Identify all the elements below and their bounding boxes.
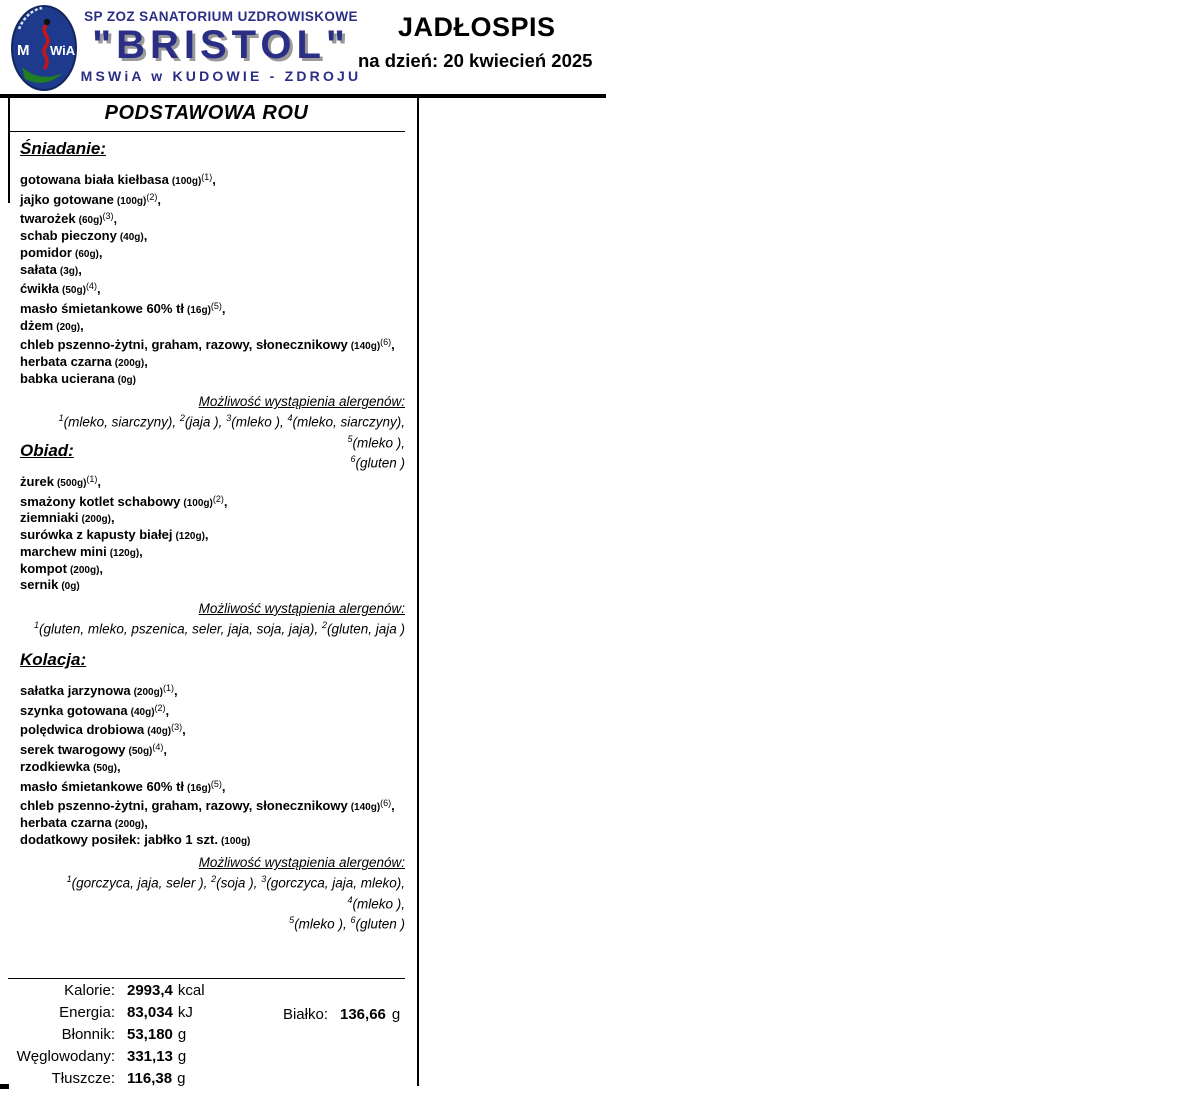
allergen-ref-number: 2: [179, 413, 185, 424]
allergen-ref-number: 1: [34, 619, 40, 630]
nutrition-value: 116,38: [127, 1070, 173, 1087]
menu-item-portion: (200g): [81, 514, 111, 526]
menu-item-name: ćwikła: [20, 281, 60, 297]
allergen-names: (gluten ): [355, 455, 405, 471]
header-divider-rule: [0, 94, 606, 98]
menu-item-name: polędwica drobiowa: [20, 722, 145, 738]
nutrition-value: 53,180: [127, 1026, 173, 1043]
menu-item-name: jajko gotowane: [20, 191, 114, 207]
menu-item: [20, 740, 405, 760]
menu-item-allergen-ref: (2): [146, 191, 158, 202]
nutrition-value: 83,034: [127, 1004, 173, 1021]
nutrition-row: [8, 1026, 405, 1048]
nutrition-rows: [8, 982, 405, 1092]
allergen-line: [20, 912, 405, 933]
nutrition-unit: g: [177, 1048, 187, 1065]
menu-item-portion: (60g): [78, 215, 103, 227]
menu-item-name: kompot: [20, 560, 67, 576]
menu-item-separator: ,: [110, 510, 115, 526]
menu-item-portion: (200g): [114, 358, 145, 370]
logo-text-right: WiA: [50, 43, 76, 58]
menu-item: [20, 528, 405, 545]
menu-item-name: żurek: [20, 474, 54, 489]
menu-item-allergen-ref: (6): [380, 798, 392, 809]
menu-item: [20, 355, 405, 372]
menu-item-portion: (0g): [117, 374, 136, 386]
nutrition-unit: g: [177, 1026, 187, 1043]
allergen-line: [20, 617, 405, 638]
allergen-names: (mleko ),: [231, 414, 288, 430]
menu-item-separator: ,: [204, 527, 209, 543]
organization-location-line: MSWiA w KUDOWIE - ZDROJU: [80, 68, 362, 85]
organization-name-line: SP ZOZ SANATORIUM UZDROWISKOWE: [84, 9, 358, 24]
nutrition-row: [8, 982, 405, 1004]
menu-item-separator: ,: [113, 211, 118, 227]
allergen-ref-number: 4: [287, 413, 293, 424]
column-divider-rule: [417, 98, 419, 1086]
menu-date: na dzień: 20 kwiecień 2025: [358, 50, 593, 71]
menu-item-name: herbata czarna: [20, 354, 112, 370]
menu-item-name: chleb pszenno-żytni, graham, razowy, słonecznikowy: [20, 337, 348, 353]
menu-item-separator: ,: [163, 742, 168, 758]
menu-item: [20, 833, 405, 850]
menu-item-separator: ,: [99, 560, 104, 576]
menu-item-name: sernik: [20, 577, 59, 593]
menu-item-portion: (50g): [128, 746, 153, 758]
nutrition-label: Tłuszcze:: [51, 1070, 115, 1087]
allergen-names: (mleko, siarczyny),: [63, 414, 180, 430]
diet-title-underline-rule: [8, 131, 405, 132]
meal-section-title: Śniadanie:: [20, 139, 106, 158]
menu-item-name: masło śmietankowe 60% tł: [20, 778, 185, 794]
menu-item-portion: (16g): [187, 782, 211, 794]
menu-item: [20, 681, 405, 701]
menu-item-portion: (100g): [183, 497, 213, 509]
allergen-names: (gluten, jaja ): [326, 621, 405, 637]
menu-item-separator: ,: [174, 683, 178, 698]
allergen-names: (mleko ),: [294, 916, 351, 932]
allergen-names: (gluten, mleko, pszenica, seler, jaja, soja, jaja),: [39, 621, 322, 637]
menu-item-portion: (120g): [175, 531, 205, 543]
menu-item: [20, 472, 405, 492]
allergen-ref-number: 6: [350, 915, 356, 926]
menu-item-portion: (500g): [56, 478, 87, 489]
menu-item: [20, 760, 405, 777]
menu-item: [20, 796, 405, 816]
nutrition-summary: [8, 982, 405, 1092]
allergen-names: (jaja ),: [184, 414, 227, 430]
meal-section-title: Obiad:: [20, 441, 74, 460]
menu-item: [20, 720, 405, 740]
menu-item-name: surówka z kapusty białej: [20, 527, 173, 543]
menu-item: [20, 492, 405, 512]
allergen-ref-number: 2: [321, 619, 327, 630]
menu-item-name: sałatka jarzynowa: [20, 683, 131, 698]
allergen-names: (gluten ): [355, 916, 405, 932]
nutrition-unit: kJ: [177, 1004, 193, 1021]
nutrition-label: Węglowodany:: [16, 1048, 115, 1065]
menu-item-name: dżem: [20, 317, 54, 333]
menu-item-portion: (200g): [69, 564, 100, 576]
menu-item-portion: (40g): [130, 706, 155, 718]
menu-item-allergen-ref: (1): [163, 683, 175, 693]
menu-item: [20, 335, 405, 355]
nutrition-label: Białko:: [282, 1006, 328, 1023]
allergen-names: (mleko, siarczyny),: [292, 414, 405, 430]
menu-item-separator: ,: [98, 244, 103, 260]
menu-item-name: ziemniaki: [20, 510, 79, 526]
menu-item-separator: ,: [144, 814, 148, 830]
menu-item-separator: ,: [97, 474, 102, 489]
menu-item-portion: (20g): [56, 321, 81, 333]
menu-item-separator: ,: [157, 191, 161, 207]
menu-item: [20, 701, 405, 721]
allergen-ref-number: 2: [211, 874, 217, 885]
menu-item-separator: ,: [221, 778, 226, 794]
menu-item-allergen-ref: (5): [210, 778, 222, 789]
allergen-ref-number: 3: [226, 413, 232, 424]
meal-section: [20, 441, 405, 637]
menu-item-allergen-ref: (4): [85, 281, 97, 292]
menu-item-portion: (50g): [62, 285, 86, 297]
allergen-ref-number: 3: [261, 874, 267, 885]
menu-item-name: chleb pszenno-żytni, graham, razowy, słonecznikowy: [20, 798, 348, 814]
menu-item-name: marchew mini: [20, 543, 107, 559]
meal-section: [20, 650, 405, 933]
menu-item-allergen-ref: (1): [201, 172, 213, 182]
allergen-block: [20, 855, 405, 933]
menu-item-portion: (0g): [61, 581, 80, 593]
nutrition-row: [8, 1048, 405, 1070]
menu-item-portion: (16g): [187, 304, 211, 316]
allergen-heading: Możliwość wystąpienia alergenów:: [198, 600, 405, 616]
menu-item-portion: (3g): [59, 265, 79, 277]
menu-item-portion: (140g): [350, 802, 381, 814]
bristol-logo: [10, 3, 78, 91]
logo-staff-head: [44, 19, 50, 25]
allergen-ref-number: 1: [58, 413, 64, 424]
menu-item-separator: ,: [391, 798, 395, 814]
menu-item-name: smażony kotlet schabowy: [20, 493, 181, 509]
nutrition-unit: g: [391, 1006, 401, 1023]
menu-item-allergen-ref: (5): [210, 300, 222, 311]
nutrition-label: Błonnik:: [61, 1026, 115, 1043]
logo-text-left: M: [17, 42, 30, 59]
menu-item: [20, 246, 405, 263]
allergen-names: (mleko ),: [352, 435, 405, 451]
menu-item-name: schab pieczony: [20, 228, 117, 244]
allergen-heading: Możliwość wystąpienia alergenów:: [198, 855, 405, 871]
menu-item: [20, 562, 405, 579]
meal-section-title: Kolacja:: [20, 650, 87, 669]
allergen-names: (soja ),: [216, 875, 262, 891]
nutrition-label: Kalorie:: [64, 982, 115, 999]
nutrition-value: 136,66: [340, 1006, 386, 1023]
menu-item-portion: (200g): [114, 818, 145, 830]
allergen-block: [20, 601, 405, 638]
allergen-ref-number: 1: [66, 874, 72, 885]
nutrition-unit: g: [177, 1070, 186, 1087]
menu-item-separator: ,: [117, 758, 121, 774]
menu-item-portion: (120g): [109, 547, 140, 559]
menu-item: [20, 299, 405, 319]
menu-item-allergen-ref: (4): [152, 742, 164, 753]
menu-item-allergen-ref: (6): [380, 337, 392, 348]
menu-item-allergen-ref: (3): [171, 722, 183, 733]
nutrition-divider-rule: [8, 978, 405, 979]
allergen-names: (mleko ),: [352, 896, 405, 912]
menu-item: [20, 777, 405, 797]
menu-item-name: dodatkowy posiłek: jabłko 1 szt.: [20, 831, 218, 847]
allergen-ref-number: 5: [347, 433, 353, 444]
menu-item: [20, 319, 405, 336]
allergen-line: [20, 871, 405, 912]
menu-item-name: pomidor: [20, 244, 72, 260]
menu-item-name: babka ucierana: [20, 370, 115, 386]
nutrition-label: Energia:: [59, 1004, 115, 1021]
menu-item: [20, 263, 405, 280]
menu-item-portion: (40g): [119, 232, 144, 244]
menu-item-portion: (100g): [220, 835, 251, 847]
menu-item: [20, 190, 405, 210]
protein-row: [273, 1006, 400, 1023]
menu-item: [20, 578, 405, 595]
allergen-heading: Możliwość wystąpienia alergenów:: [198, 394, 405, 410]
document-title: JADŁOSPIS: [398, 12, 556, 42]
menu-item-allergen-ref: (1): [86, 474, 98, 484]
menu-item-separator: ,: [391, 337, 395, 353]
menu-item-separator: ,: [78, 261, 82, 277]
menu-item-name: masło śmietankowe 60% tł: [20, 300, 185, 316]
menu-item-separator: ,: [212, 172, 216, 187]
menu-item-allergen-ref: (2): [154, 702, 166, 713]
menu-item-separator: ,: [144, 354, 148, 370]
menu-item-separator: ,: [221, 300, 226, 316]
menu-item-portion: (100g): [171, 176, 202, 187]
allergen-ref-number: 5: [289, 915, 295, 926]
allergen-ref-number: 6: [350, 454, 356, 465]
menu-item: [20, 545, 405, 562]
menu-item-separator: ,: [80, 317, 84, 333]
menu-item-name: gotowana biała kiełbasa: [20, 172, 169, 187]
nutrition-unit: kcal: [177, 982, 205, 999]
bristol-wordmark: "BRISTOL": [92, 23, 350, 67]
meal-section: [20, 139, 405, 472]
menu-item: [20, 816, 405, 833]
menu-item: [20, 511, 405, 528]
organization-block: [78, 9, 364, 84]
menu-item: [20, 279, 405, 299]
menu-item-separator: ,: [165, 702, 170, 718]
menu-item-name: twarożek: [20, 211, 76, 227]
nutrition-row: [8, 1070, 405, 1092]
menu-item-portion: (140g): [350, 341, 381, 353]
nutrition-value: 2993,4: [127, 982, 173, 999]
diet-type-title: PODSTAWOWA ROU: [104, 102, 309, 124]
menu-item-portion: (100g): [116, 195, 147, 207]
menu-item-separator: ,: [223, 493, 228, 509]
menu-item: [20, 209, 405, 229]
menu-item-allergen-ref: (2): [212, 493, 224, 504]
menu-item-portion: (200g): [133, 687, 164, 698]
menu-item-separator: ,: [182, 722, 186, 738]
allergen-ref-number: 4: [347, 894, 353, 905]
menu-item-name: sałata: [20, 261, 57, 277]
menu-item: [20, 372, 405, 389]
allergen-names: (gorczyca, jaja, mleko),: [266, 875, 405, 891]
menu-item-name: szynka gotowana: [20, 702, 128, 718]
nutrition-value: 331,13: [127, 1048, 173, 1065]
allergen-names: (gorczyca, jaja, seler ),: [71, 875, 212, 891]
menu-item: [20, 229, 405, 246]
menu-item: [20, 170, 405, 190]
menu-item-name: rzodkiewka: [20, 758, 91, 774]
menu-item-separator: ,: [139, 543, 143, 559]
menu-item-portion: (40g): [147, 726, 172, 738]
menu-item-separator: ,: [143, 228, 148, 244]
menu-item-portion: (60g): [75, 248, 99, 260]
menu-item-name: serek twarogowy: [20, 742, 126, 758]
menu-item-allergen-ref: (3): [102, 211, 114, 222]
menu-item-separator: ,: [96, 281, 101, 297]
menu-item-portion: (50g): [93, 762, 117, 774]
menu-item-name: herbata czarna: [20, 814, 112, 830]
